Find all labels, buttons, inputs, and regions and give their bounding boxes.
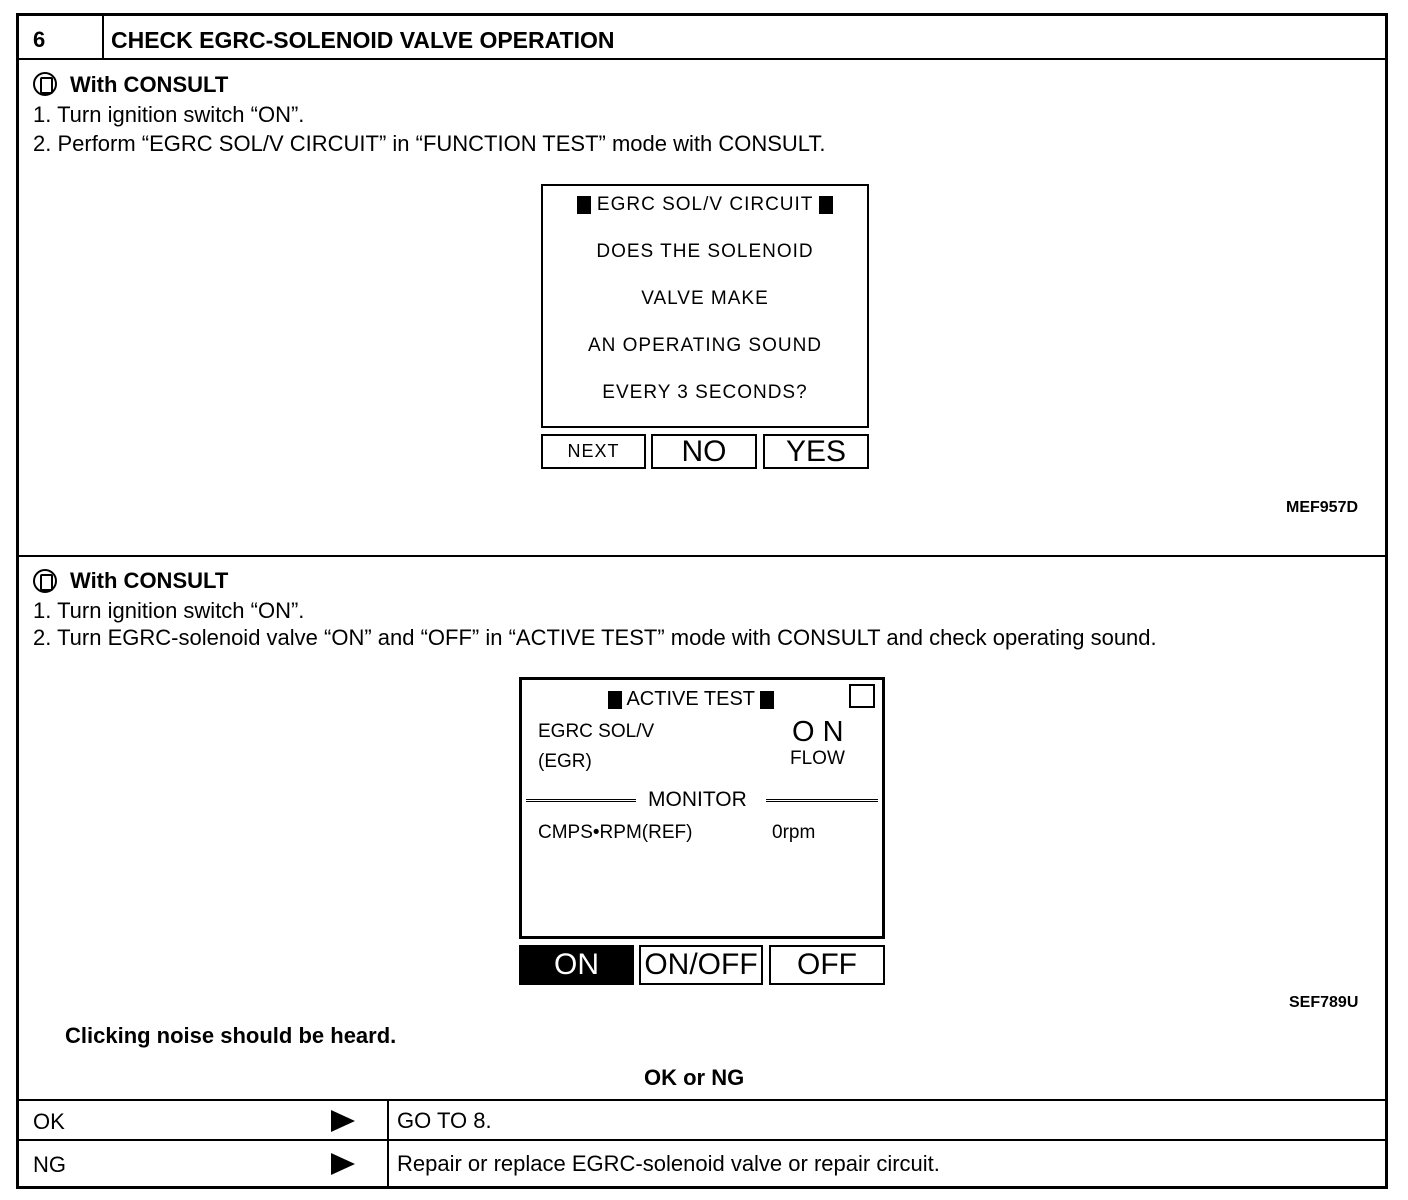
screen-marker-icon [577, 196, 591, 214]
result-action-ok: GO TO 8. [397, 1108, 492, 1133]
screen-line: AN OPERATING SOUND [587, 335, 823, 356]
active-test-screen [519, 677, 885, 939]
print-checkbox[interactable] [849, 684, 875, 708]
arrow-right-icon [331, 1110, 355, 1132]
figure-code: SEF789U [1289, 994, 1359, 1011]
check-note: Clicking noise should be heard. [65, 1023, 397, 1048]
section2-step-2: 2. Turn EGRC-solenoid valve “ON” and “OFF” in “ACTIVE TEST” mode with CONSULT and check operating sound. [33, 625, 1157, 650]
section1-step-1: 1. Turn ignition switch “ON”. [33, 102, 305, 127]
result-row-rule [16, 1139, 1388, 1141]
section1-heading: With CONSULT [70, 72, 229, 97]
test-item-label: EGRC SOL/V [538, 721, 655, 742]
screen-title-row [608, 688, 774, 711]
yes-button[interactable]: YES [763, 434, 869, 469]
screen-marker-icon [760, 691, 774, 709]
off-button[interactable]: OFF [769, 945, 885, 985]
monitor-item: CMPS•RPM(REF) [538, 822, 693, 843]
step-number: 6 [33, 27, 46, 52]
screen-title: EGRC SOL/V CIRCUIT [596, 194, 814, 215]
result-label-ng: NG [33, 1152, 66, 1177]
screen-line: VALVE MAKE [641, 288, 769, 309]
arrow-right-icon [331, 1153, 355, 1175]
result-title: OK or NG [644, 1065, 745, 1090]
step-title: CHECK EGRC-SOLENOID VALVE OPERATION [111, 27, 615, 53]
section-rule [16, 555, 1388, 557]
result-label-ok: OK [33, 1109, 65, 1134]
header-divider [102, 13, 104, 59]
monitor-rule-left [526, 799, 636, 802]
test-item-subvalue: FLOW [790, 748, 845, 769]
on-button[interactable]: ON [519, 945, 634, 985]
figure-code: MEF957D [1286, 499, 1359, 516]
next-button[interactable]: NEXT [541, 434, 646, 469]
result-action-ng: Repair or replace EGRC-solenoid valve or repair circuit. [397, 1151, 940, 1176]
screen-title: ACTIVE TEST [626, 688, 755, 710]
monitor-label: MONITOR [648, 788, 747, 811]
result-rule [16, 1099, 1388, 1101]
section2-step-1: 1. Turn ignition switch “ON”. [33, 598, 305, 623]
on-off-button[interactable]: ON/OFF [639, 945, 763, 985]
test-item-value: O N [792, 716, 844, 748]
screen-line: EVERY 3 SECONDS? [602, 382, 808, 403]
screen-title-row [543, 194, 867, 216]
screen-marker-icon [608, 691, 622, 709]
monitor-rule-right [766, 799, 878, 802]
consult-icon [33, 72, 57, 96]
consult-icon [33, 569, 57, 593]
screen-line: DOES THE SOLENOID [596, 241, 814, 262]
section1-step-2: 2. Perform “EGRC SOL/V CIRCUIT” in “FUNCTION TEST” mode with CONSULT. [33, 131, 826, 156]
result-column-divider [387, 1099, 389, 1187]
screen-marker-icon [819, 196, 833, 214]
no-button[interactable]: NO [651, 434, 757, 469]
section2-heading: With CONSULT [70, 568, 229, 593]
header-rule [16, 58, 1388, 60]
monitor-value: 0rpm [772, 822, 816, 843]
test-item-sublabel: (EGR) [538, 751, 592, 772]
function-test-screen [541, 184, 869, 428]
